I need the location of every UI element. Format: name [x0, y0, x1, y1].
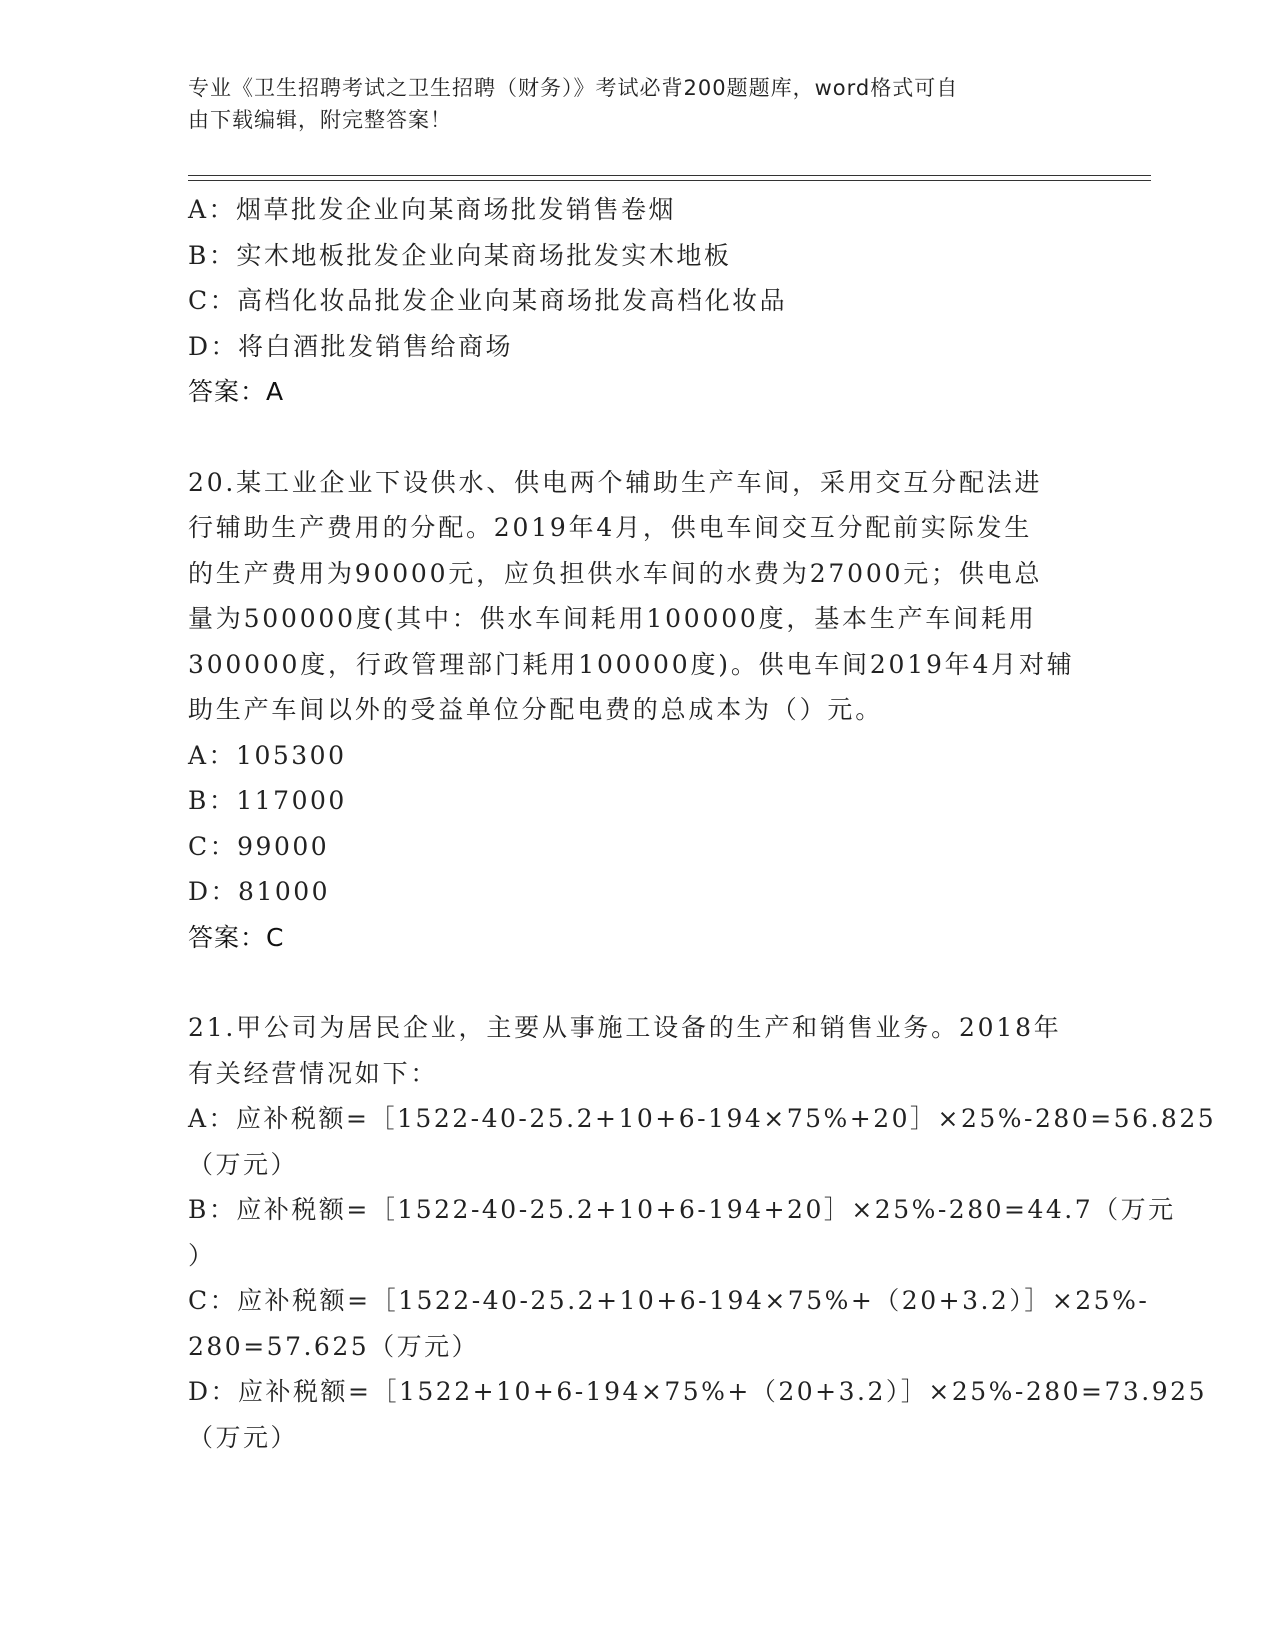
question-20-line: 助生产车间以外的受益单位分配电费的总成本为（）元。 [188, 695, 884, 724]
header-line-2: 由下载编辑，附完整答案！ [188, 108, 452, 132]
header-divider-top [188, 175, 1151, 176]
option-d: D：应补税额=［1522+10+6-194×75%+（20+3.2）］×25%-280=73.925 [188, 1377, 1207, 1406]
question-20-line: 20.某工业企业下设供水、供电两个辅助生产车间，采用交互分配法进 [188, 467, 1043, 497]
question-19-options [188, 187, 1093, 369]
option-a: A：应补税额=［1522-40-25.2+10+6-194×75%+20］×25%-280=56.825 [188, 1104, 1217, 1133]
question-20-line: 量为500000度(其中：供水车间耗用100000度，基本生产车间耗用 [188, 604, 1037, 633]
question-21-line: 21.甲公司为居民企业，主要从事施工设备的生产和销售业务。2018年 [188, 1013, 1062, 1042]
option-d: D：将白酒批发销售给商场 [188, 331, 514, 361]
question-20-line: 行辅助生产费用的分配。2019年4月，供电车间交互分配前实际发生 [188, 513, 1033, 542]
spacer [188, 415, 1093, 460]
option-b: B：实木地板批发企业向某商场批发实木地板 [188, 240, 732, 270]
document-header [188, 72, 1068, 136]
option-d: D：81000 [188, 877, 331, 906]
answer-20: 答案：C [188, 922, 285, 952]
question-20-options [188, 733, 1093, 915]
question-20-line: 的生产费用为90000元，应负担供水车间的水费为27000元；供电总 [188, 558, 1043, 588]
option-b: B：117000 [188, 786, 347, 815]
option-a: A：烟草批发企业向某商场批发销售卷烟 [188, 195, 677, 224]
option-a-continued: （万元） [188, 1149, 299, 1179]
option-c-continued: 280=57.625（万元） [188, 1331, 480, 1361]
option-c: C：应补税额=［1522-40-25.2+10+6-194×75%+（20+3.2）］×25%- [188, 1286, 1150, 1315]
option-a: A：105300 [188, 740, 347, 770]
question-21-line: 有关经营情况如下： [188, 1058, 439, 1088]
option-b-continued: ） [188, 1240, 216, 1270]
question-content [188, 187, 1217, 1460]
question-21-options [188, 1096, 1217, 1460]
option-c: C：高档化妆品批发企业向某商场批发高档化妆品 [188, 286, 788, 315]
option-c: C：99000 [188, 831, 330, 861]
option-b: B：应补税额=［1522-40-25.2+10+6-194+20］×25%-280=44.7（万元 [188, 1195, 1176, 1224]
spacer [188, 960, 1093, 1005]
question-21-stem [188, 1005, 1093, 1096]
header-divider-bottom [188, 180, 1151, 181]
header-line-1: 专业《卫生招聘考试之卫生招聘（财务）》考试必背200题题库，word格式可自 [188, 76, 959, 100]
option-d-continued: （万元） [188, 1422, 299, 1452]
question-20-line: 300000度，行政管理部门耗用100000度)。供电车间2019年4月对辅 [188, 649, 1075, 679]
answer-19: 答案：A [188, 377, 285, 406]
question-20-stem [188, 460, 1093, 733]
